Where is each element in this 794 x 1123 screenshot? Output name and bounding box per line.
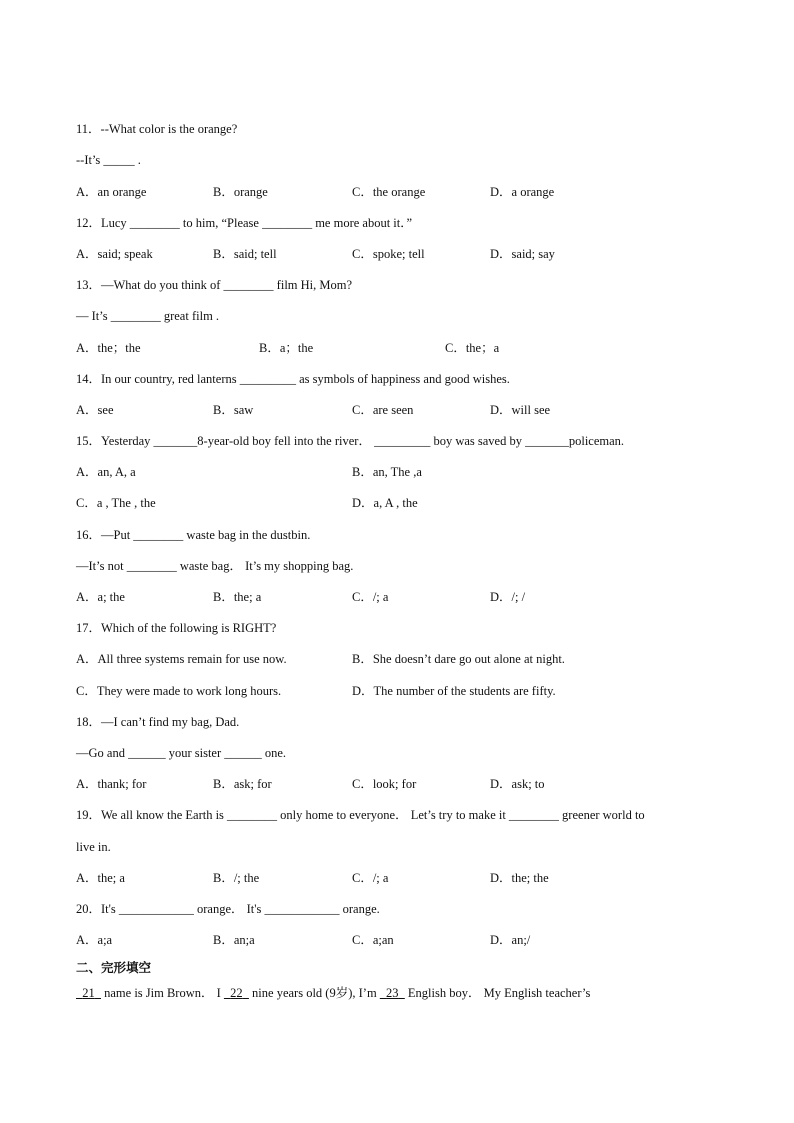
cloze-passage-line bbox=[76, 985, 590, 1001]
question-19-stem: 19．We all know the Earth is ________ only home to everyone． Let’s try to make it ________ greener world to bbox=[76, 808, 645, 822]
option-d: D．a, A , the bbox=[352, 496, 418, 510]
option-a: A．see bbox=[76, 403, 114, 417]
question-16-options bbox=[76, 589, 736, 605]
option-c: C．look; for bbox=[352, 777, 417, 791]
cloze-blank-number: 21 bbox=[82, 986, 95, 1000]
option-b: B．said; tell bbox=[213, 247, 277, 261]
question-17-options-row1 bbox=[76, 651, 736, 667]
option-b: B．/; the bbox=[213, 871, 260, 885]
question-19-stem-line2: live in. bbox=[76, 840, 111, 854]
option-d: D．ask; to bbox=[490, 777, 545, 791]
option-d: D．will see bbox=[490, 403, 551, 417]
option-c: C．They were made to work long hours. bbox=[76, 684, 282, 698]
question-14-stem: 14．In our country, red lanterns _________ as symbols of happiness and good wishes. bbox=[76, 372, 510, 386]
option-d: D．a orange bbox=[490, 185, 555, 199]
section-title: 二、完形填空 bbox=[76, 960, 152, 975]
cloze-blank-number: 23 bbox=[386, 986, 399, 1000]
question-16-stem: 16．—Put ________ waste bag in the dustbin. bbox=[76, 528, 311, 542]
question-13-options bbox=[76, 340, 736, 356]
option-b: B．an, The ,a bbox=[352, 465, 422, 479]
option-c: C．/; a bbox=[352, 590, 389, 604]
option-c: C．the；a bbox=[445, 341, 500, 355]
option-b: B．orange bbox=[213, 185, 268, 199]
option-c: C．spoke; tell bbox=[352, 247, 425, 261]
cloze-blank-23 bbox=[380, 986, 405, 1000]
question-13-stem: 13．—What do you think of ________ film Hi, Mom? bbox=[76, 278, 353, 292]
question-18-stem: 18．—I can’t find my bag, Dad. bbox=[76, 715, 240, 729]
option-d: D．an;/ bbox=[490, 933, 531, 947]
option-c: C．are seen bbox=[352, 403, 414, 417]
option-b: B．She doesn’t dare go out alone at night. bbox=[352, 652, 565, 666]
question-15-options-row2 bbox=[76, 495, 736, 511]
question-19-options bbox=[76, 870, 736, 886]
option-d: D．The number of the students are fifty. bbox=[352, 684, 556, 698]
question-17-stem: 17．Which of the following is RIGHT? bbox=[76, 621, 277, 635]
cloze-blank-21 bbox=[76, 986, 101, 1000]
question-11-options bbox=[76, 184, 736, 200]
cloze-text: English boy． My English teacher’s bbox=[404, 986, 591, 1000]
question-12-stem: 12．Lucy ________ to him, “Please ________ me more about it．” bbox=[76, 216, 413, 230]
question-11-stem: 11．--What color is the orange? bbox=[76, 122, 238, 136]
option-c: C．a , The , the bbox=[76, 496, 156, 510]
question-17-options-row2 bbox=[76, 683, 736, 699]
option-a: A．a; the bbox=[76, 590, 125, 604]
option-b: B．a；the bbox=[259, 341, 314, 355]
option-d: D．the; the bbox=[490, 871, 549, 885]
option-b: B．an;a bbox=[213, 933, 255, 947]
option-c: C．/; a bbox=[352, 871, 389, 885]
question-13-stem-line2: — It’s ________ great film . bbox=[76, 309, 220, 323]
option-a: A．thank; for bbox=[76, 777, 147, 791]
option-b: B．ask; for bbox=[213, 777, 272, 791]
cloze-text: nine years old (9岁), I’m bbox=[248, 986, 380, 1000]
question-12-options bbox=[76, 246, 736, 262]
cloze-blank-number: 22 bbox=[230, 986, 243, 1000]
cloze-blank-22 bbox=[224, 986, 249, 1000]
option-b: B．the; a bbox=[213, 590, 262, 604]
question-20-options bbox=[76, 932, 736, 948]
question-11-stem-line2: --It’s _____ . bbox=[76, 153, 141, 167]
option-a: A．an orange bbox=[76, 185, 147, 199]
option-a: A．the；the bbox=[76, 341, 141, 355]
question-20-stem: 20．It's ____________ orange． It's ____________ orange. bbox=[76, 902, 380, 916]
question-18-options bbox=[76, 776, 736, 792]
option-d: D．said; say bbox=[490, 247, 555, 261]
option-d: D．/; / bbox=[490, 590, 526, 604]
question-14-options bbox=[76, 402, 736, 418]
option-a: A．a;a bbox=[76, 933, 113, 947]
question-16-stem-line2: —It’s not ________ waste bag． It’s my shopping bag. bbox=[76, 559, 354, 573]
option-c: C．the orange bbox=[352, 185, 426, 199]
question-15-stem: 15．Yesterday _______8-year-old boy fell into the river． _________ boy was saved by _______policeman. bbox=[76, 434, 625, 448]
option-a: A．said; speak bbox=[76, 247, 153, 261]
question-15-options-row1 bbox=[76, 464, 736, 480]
option-a: A．an, A, a bbox=[76, 465, 136, 479]
option-c: C．a;an bbox=[352, 933, 394, 947]
question-18-stem-line2: —Go and ______ your sister ______ one. bbox=[76, 746, 287, 760]
option-b: B．saw bbox=[213, 403, 254, 417]
option-a: A．All three systems remain for use now. bbox=[76, 652, 287, 666]
cloze-text: name is Jim Brown． I bbox=[101, 986, 224, 1000]
option-a: A．the; a bbox=[76, 871, 125, 885]
